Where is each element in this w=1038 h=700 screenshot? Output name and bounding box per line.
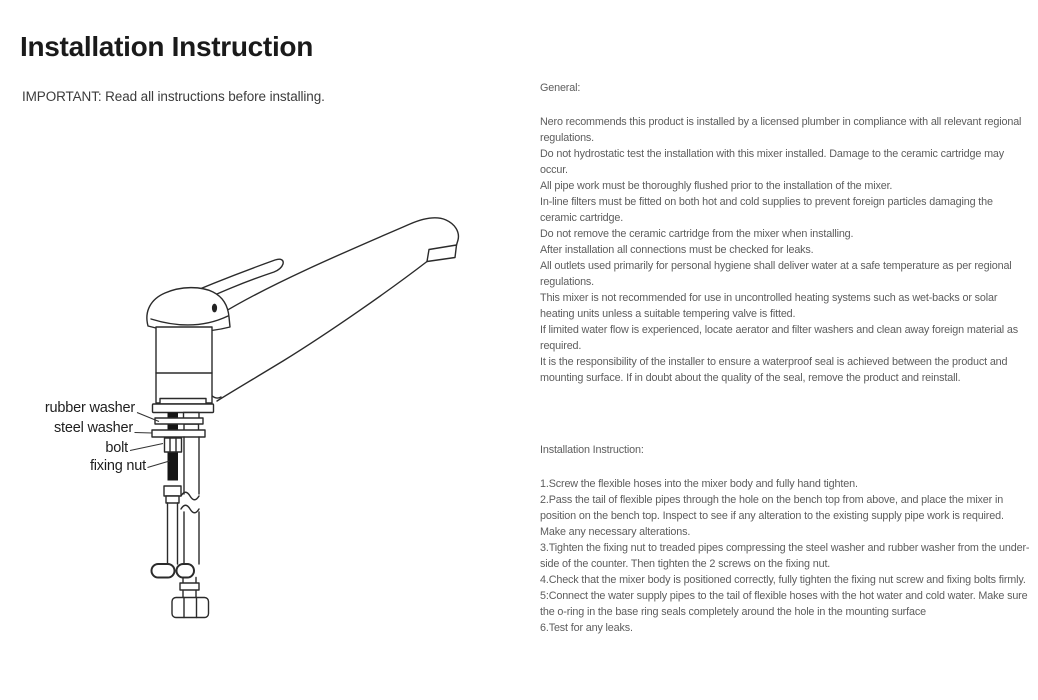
base-flange-step bbox=[160, 399, 206, 405]
important-note: IMPORTANT: Read all instructions before installing. bbox=[22, 89, 325, 104]
installation-step: 4.Check that the mixer body is positioned correctly, fully tighten the fixing nut screw and fixing bolts firmly. bbox=[540, 574, 1026, 586]
general-paragraph: If limited water flow is experienced, locate aerator and filter washers and clean away foreign material as required. bbox=[540, 324, 1019, 352]
bolt-part bbox=[165, 438, 182, 452]
general-paragraphs bbox=[540, 114, 1032, 386]
leader-bolt bbox=[130, 444, 163, 451]
rubber-washer-part bbox=[155, 418, 203, 424]
general-paragraph: In-line filters must be fitted on both hot and cold supplies to prevent foreign particles damaging the ceramic cartridge. bbox=[540, 196, 993, 224]
faucet-line-art bbox=[0, 200, 520, 690]
leader-steel-washer bbox=[135, 433, 153, 434]
installation-step: 5:Connect the water supply pipes to the tail of flexible hoses with the hot water and cold water. Make sure the o-ring in the base ring seals completely around the hole in the mounting surface bbox=[540, 590, 1028, 618]
general-paragraph: After installation all connections must be checked for leaks. bbox=[540, 244, 814, 256]
page-title: Installation Instruction bbox=[20, 30, 314, 62]
general-paragraph: This mixer is not recommended for use in uncontrolled heating systems such as wet-backs or solar heating units unless a suitable tempering valve is fitted. bbox=[540, 292, 998, 320]
label-rubber-washer: rubber washer bbox=[44, 400, 135, 416]
general-paragraph: Do not remove the ceramic cartridge from the mixer when installing. bbox=[540, 228, 854, 240]
general-paragraph: All pipe work must be thoroughly flushed prior to the installation of the mixer. bbox=[540, 180, 893, 192]
bottom-collar bbox=[180, 583, 199, 590]
pipe-break-squiggle bbox=[181, 492, 199, 513]
installation-heading: Installation Instruction: bbox=[540, 444, 644, 456]
spout-lower-edge bbox=[217, 262, 427, 402]
installation-step: 3.Tighten the fixing nut to treaded pipes compressing the steel washer and rubber washer from the under-side of the counter. Then tighten the 2 screws on the fixing nut. bbox=[540, 542, 1030, 570]
handle-indicator-dot bbox=[212, 304, 217, 313]
label-bolt: bolt bbox=[105, 440, 128, 456]
hose-hex-nut bbox=[172, 598, 209, 618]
hose-loop-right bbox=[177, 564, 195, 578]
installation-step: 1.Screw the flexible hoses into the mixer body and fully hand tighten. bbox=[540, 478, 858, 490]
mixer-body bbox=[156, 327, 212, 403]
leader-rubber-washer bbox=[137, 413, 159, 422]
installation-step: 2.Pass the tail of flexible pipes through the hole on the bench top from above, and place the mixer in position on the bench top. Inspect to see if any alteration to the existing supply pipe work is required. Make any necessary alterations. bbox=[540, 494, 1004, 538]
faucet-diagram bbox=[0, 200, 520, 690]
leader-fixing-nut bbox=[148, 461, 170, 468]
left-hose-coupling bbox=[164, 486, 181, 496]
spout-aerator bbox=[427, 245, 457, 262]
general-paragraph: Do not hydrostatic test the installation with this mixer installed. Damage to the ceramic cartridge may occur. bbox=[540, 148, 1005, 176]
general-heading: General: bbox=[540, 82, 581, 94]
general-paragraph: Nero recommends this product is installed by a licensed plumber in compliance with all relevant regional regulations. bbox=[540, 116, 1022, 144]
left-hose-tube bbox=[168, 503, 178, 564]
general-paragraph: It is the responsibility of the installer to ensure a waterproof seal is achieved between the product and mounting surface. If in doubt about the quality of the seal, remove the product and reinstall. bbox=[540, 356, 1008, 384]
general-paragraph: All outlets used primarily for personal hygiene shall deliver water at a safe temperature as per regional regulations. bbox=[540, 260, 1012, 288]
label-fixing-nut: fixing nut bbox=[89, 458, 146, 474]
left-hose-collar bbox=[166, 496, 179, 503]
steel-washer-part bbox=[152, 430, 205, 437]
spout-upper-edge bbox=[221, 218, 458, 314]
installation-steps bbox=[540, 476, 1032, 636]
right-pipe bbox=[184, 437, 199, 564]
installation-step: 6.Test for any leaks. bbox=[540, 622, 633, 634]
base-flange-plate bbox=[153, 404, 214, 413]
label-steel-washer: steel washer bbox=[54, 420, 133, 436]
hose-loop-left bbox=[152, 564, 175, 578]
